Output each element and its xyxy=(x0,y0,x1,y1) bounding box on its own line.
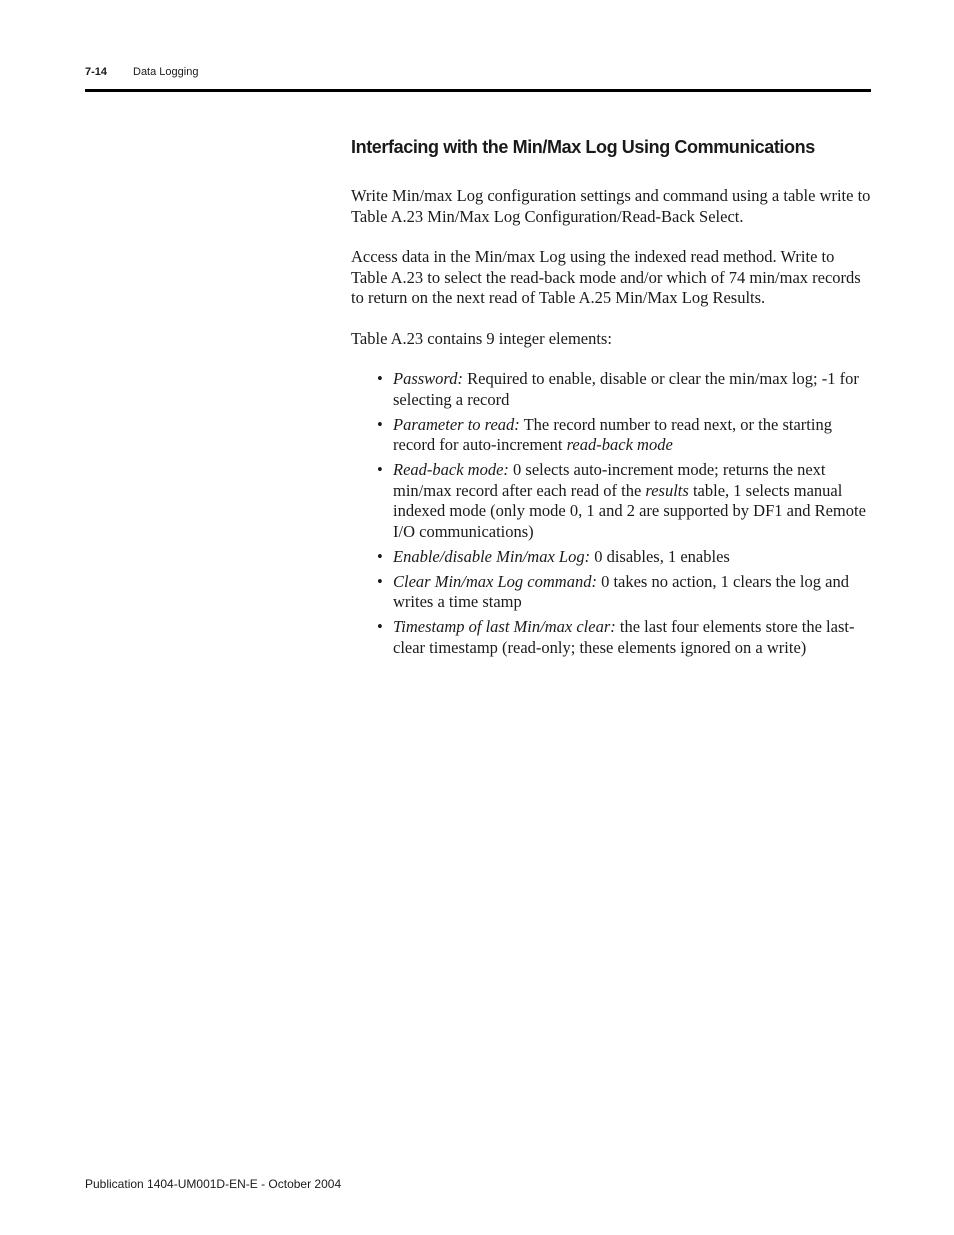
list-item xyxy=(377,572,871,613)
list-item-text: Required to enable, disable or clear the min/max log; -1 for selecting a record xyxy=(393,369,859,409)
running-head xyxy=(85,66,199,78)
list-item-text: 0 selects auto-increment mode; returns the next min/max record after each read of the xyxy=(393,460,826,500)
paragraph: Write Min/max Log configuration settings and command using a table write to Table A.23 Min/Max Log Configuration/Read-Back Select. xyxy=(351,186,871,226)
bullet: • xyxy=(377,546,383,566)
list-item xyxy=(377,415,871,456)
header-rule xyxy=(85,89,871,92)
list-item-text: 0 takes no action, 1 clears the log and writes a time stamp xyxy=(393,571,849,611)
list-item-term: Read-back mode: xyxy=(393,460,509,479)
list-item-text: 0 disables, 1 enables xyxy=(590,546,730,566)
element-list xyxy=(351,369,871,658)
list-item-term: Timestamp of last Min/max clear: xyxy=(393,617,616,636)
bullet: • xyxy=(377,571,383,591)
list-item-term: Parameter to read: xyxy=(393,414,520,434)
list-item-term: Password: xyxy=(393,369,463,388)
bullet: • xyxy=(377,460,383,479)
section-heading: Interfacing with the Min/Max Log Using Communications xyxy=(351,137,815,157)
list-item-term: Enable/disable Min/max Log: xyxy=(393,546,591,566)
list-item-term: Clear Min/max Log command: xyxy=(393,571,597,591)
chapter-title: Data Logging xyxy=(133,66,199,78)
bullet: • xyxy=(377,617,383,636)
list-item-text: the last four elements store the last-clear timestamp (read-only; these elements ignored on a write) xyxy=(393,617,855,657)
list-item-emphasis: results xyxy=(645,480,689,500)
list-item xyxy=(377,547,871,568)
bullet: • xyxy=(377,414,383,434)
list-item-emphasis: read-back mode xyxy=(566,435,673,454)
list-item-text: table, 1 selects manual indexed mode (only mode 0, 1 and 2 are supported by DF1 and Remote I/O communications) xyxy=(393,480,866,541)
list-item xyxy=(377,369,871,410)
list-item-text: The record number to read next, or the starting record for auto-increment xyxy=(393,414,832,454)
bullet: • xyxy=(377,369,383,388)
section-body xyxy=(351,134,871,663)
paragraph: Table A.23 contains 9 integer elements: xyxy=(351,328,612,348)
publication-footer: Publication 1404-UM001D-EN-E - October 2004 xyxy=(85,1177,342,1191)
list-item xyxy=(377,617,871,658)
list-item xyxy=(377,460,871,542)
page-number: 7-14 xyxy=(85,66,108,78)
paragraph: Access data in the Min/max Log using the indexed read method. Write to Table A.23 to select the read-back mode and/or which of 74 min/max records to return on the next read of Table A.25 Min/Max Log Results. xyxy=(351,247,861,307)
